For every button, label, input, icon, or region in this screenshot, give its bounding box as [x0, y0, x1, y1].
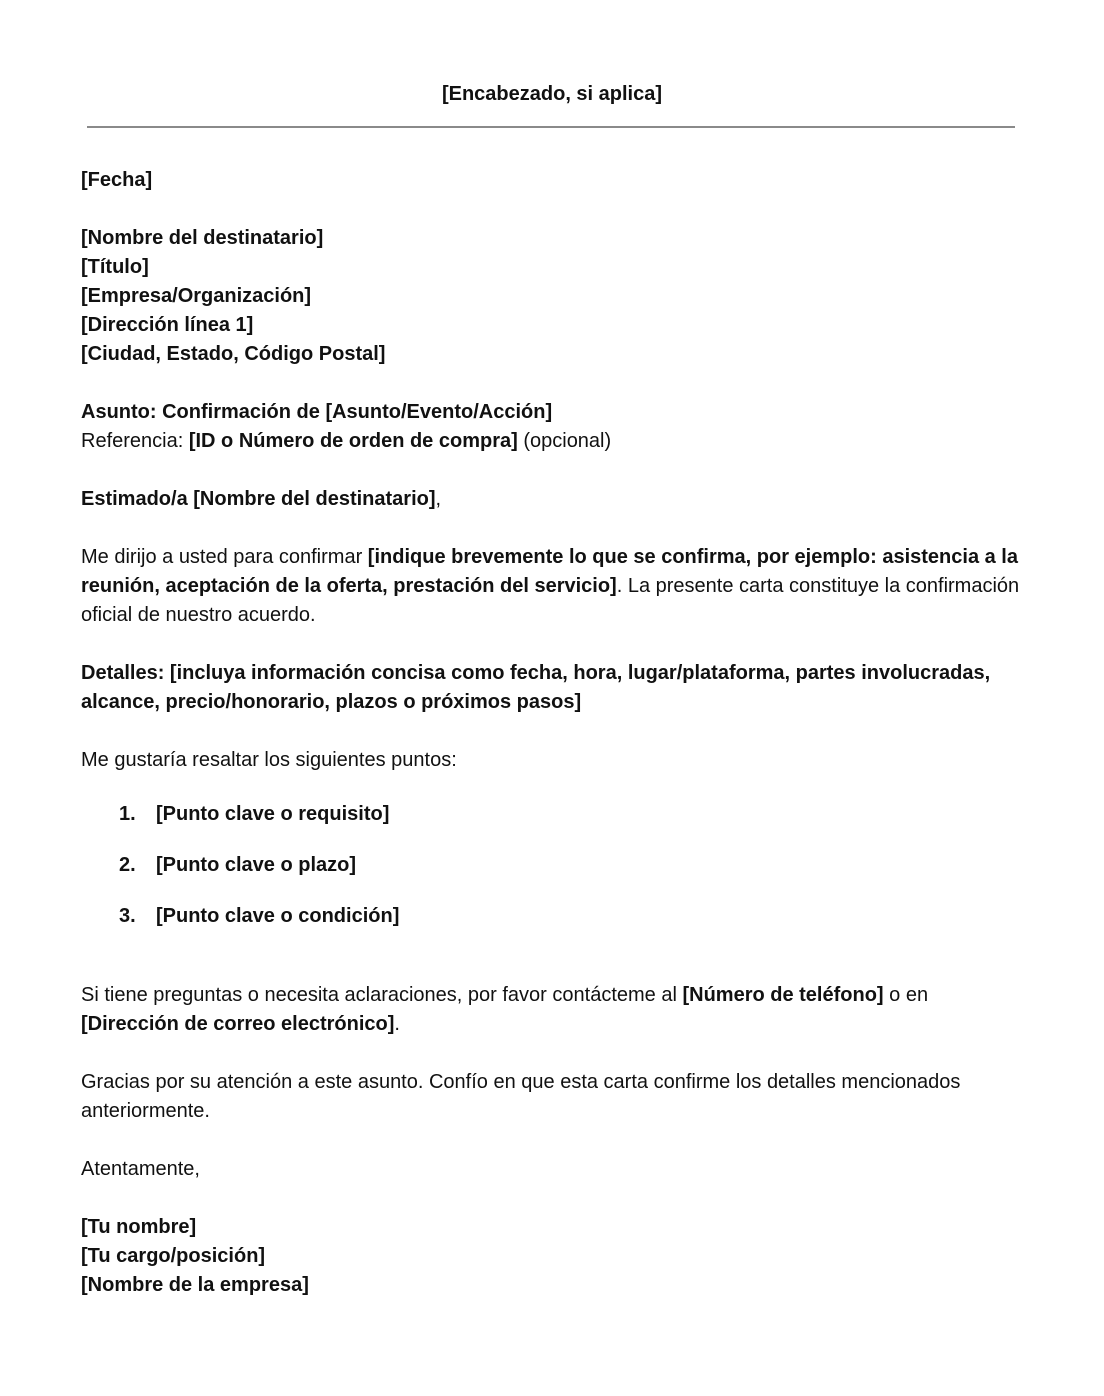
list-item [81, 902, 1021, 931]
recipient-company: [Empresa/Organización] [81, 285, 312, 307]
list-item-text: [Punto clave o requisito] [156, 803, 390, 825]
signature-company: [Nombre de la empresa] [81, 1274, 309, 1296]
details-paragraph: Detalles: [incluya información concisa como fecha, hora, lugar/plataforma, partes involucradas, alcance, precio/honorario, plazos o próximos pasos] [81, 662, 991, 713]
contact-email: [Dirección de correo electrónico] [81, 1013, 395, 1035]
key-points-list [81, 800, 1021, 931]
header-text: [Encabezado, si aplica] [441, 83, 663, 105]
points-intro: Me gustaría resaltar los siguientes puntos: [81, 749, 457, 771]
reference-label: Referencia: [81, 430, 189, 452]
recipient-city-state-zip: [Ciudad, Estado, Código Postal] [81, 343, 386, 365]
confirmation-placeholder: [indique brevemente lo que se confirma, por ejemplo: asistencia a la reunión, aceptación de la oferta, prestación del servicio] [81, 546, 1018, 597]
reference-suffix: (opcional) [517, 430, 612, 452]
list-item-number: 3. [119, 905, 136, 927]
confirmation-intro: Me dirijo a usted para confirmar [81, 546, 368, 568]
contact-phone: [Número de teléfono] [682, 984, 884, 1006]
header-divider [87, 126, 1015, 128]
letter-body [81, 166, 1021, 1300]
recipient-block [81, 224, 1021, 369]
thanks-paragraph: Gracias por su atención a este asunto. Confío en que esta carta confirme los detalles mencionados anteriormente. [81, 1071, 961, 1122]
list-item [81, 851, 1021, 880]
list-item-text: [Punto clave o plazo] [156, 854, 357, 876]
contact-middle: o en [883, 984, 929, 1006]
greeting-punct: , [435, 488, 442, 510]
recipient-title: [Título] [81, 256, 149, 278]
subject-line: Asunto: Confirmación de [Asunto/Evento/Acción] [81, 401, 553, 423]
confirmation-paragraph [81, 543, 1021, 630]
contact-paragraph [81, 981, 1021, 1039]
list-item [81, 800, 1021, 829]
list-item-text: [Punto clave o condición] [156, 905, 400, 927]
contact-intro: Si tiene preguntas o necesita aclaraciones, por favor contácteme al [81, 984, 683, 1006]
recipient-name: [Nombre del destinatario] [81, 227, 324, 249]
list-item-number: 2. [119, 854, 136, 876]
signature-name: [Tu nombre] [81, 1216, 197, 1238]
contact-end: . [394, 1013, 400, 1035]
list-item-number: 1. [119, 803, 136, 825]
greeting-text: Estimado/a [Nombre del destinatario] [81, 488, 436, 510]
recipient-address: [Dirección línea 1] [81, 314, 254, 336]
signature-position: [Tu cargo/posición] [81, 1245, 266, 1267]
signature-block [81, 1213, 1021, 1300]
date-line: [Fecha] [81, 169, 153, 191]
greeting [81, 485, 1021, 514]
reference-line [81, 427, 1021, 456]
closing: Atentamente, [81, 1158, 200, 1180]
reference-value: [ID o Número de orden de compra] [188, 430, 518, 452]
confirmation-rest: . La presente carta constituye la confirmación oficial de nuestro acuerdo. [81, 575, 1020, 626]
